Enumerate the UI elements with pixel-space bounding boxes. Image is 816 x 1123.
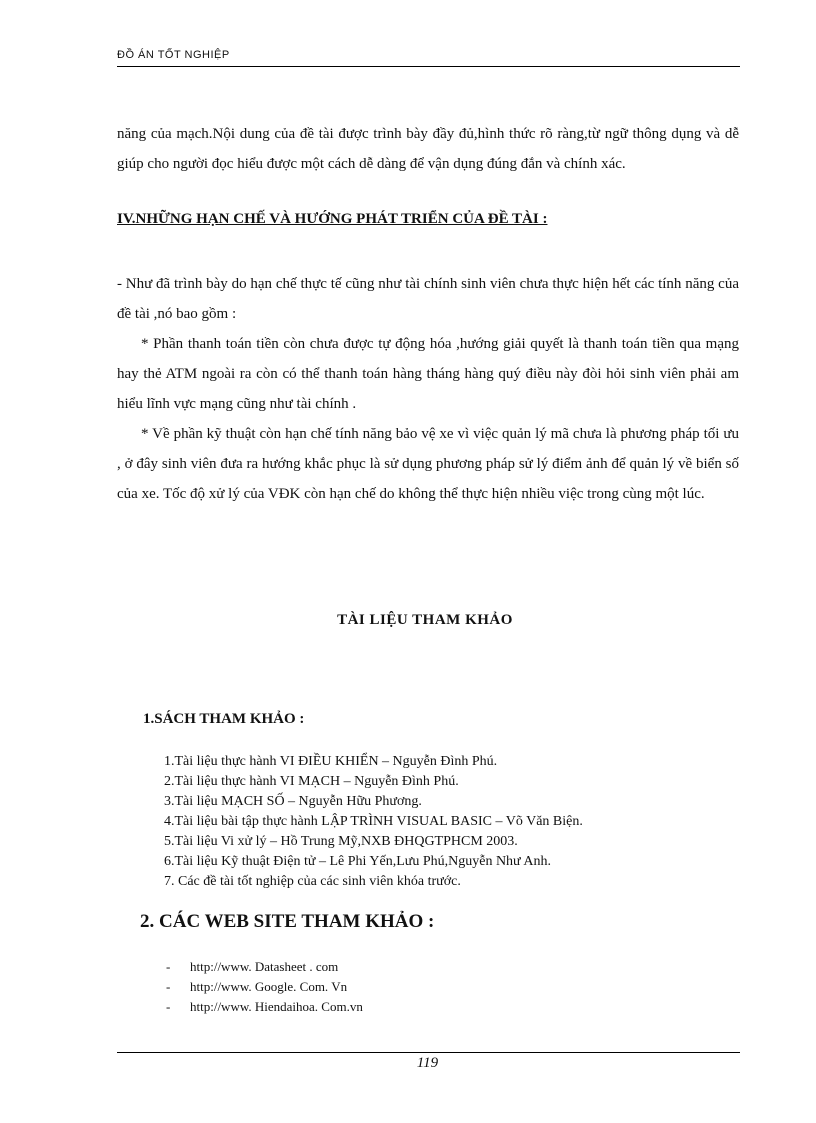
website-item xyxy=(166,997,363,1017)
bullet-dash: - xyxy=(166,999,171,1014)
bullet-dash: - xyxy=(166,979,171,994)
website-item xyxy=(166,957,363,977)
list-item: 3.Tài liệu MẠCH SỐ – Nguyễn Hữu Phương. xyxy=(164,794,422,809)
limitation-point-2: * Về phần kỹ thuật còn hạn chế tính năng bảo vệ xe vì việc quản lý mã chưa là phương pháp tối ưu , ở đây sinh viên đưa ra hướng khắc phục là sử dụng phương pháp sử lý điểm ảnh để quản lý về biển số của xe. Tốc độ xử lý của VĐK còn hạn chế do không thể thực hiện nhiều việc trong cùng một lúc. xyxy=(117,426,739,502)
list-item: 7. Các đề tài tốt nghiệp của các sinh viên khóa trước. xyxy=(164,874,461,889)
list-item: 1.Tài liệu thực hành VI ĐIỀU KHIỂN – Nguyễn Đình Phú. xyxy=(164,754,498,769)
section-iv-heading: IV.NHỮNG HẠN CHẾ VÀ HƯỚNG PHÁT TRIỂN CỦA ĐỀ TÀI : xyxy=(117,211,548,227)
websites-heading: 2. CÁC WEB SITE THAM KHẢO : xyxy=(140,911,435,932)
limitations-intro: - Như đã trình bày do hạn chế thực tế cũng như tài chính sinh viên chưa thực hiện hết các tính năng của đề tài ,nó bao gồm : xyxy=(117,276,739,322)
list-item: 6.Tài liệu Kỹ thuật Điện tử – Lê Phi Yến,Lưu Phú,Nguyễn Như Anh. xyxy=(164,854,551,869)
books-heading: 1.SÁCH THAM KHẢO : xyxy=(143,711,305,727)
website-url: http://www. Google. Com. Vn xyxy=(190,979,348,994)
bullet-dash: - xyxy=(166,959,171,974)
running-header: ĐỒ ÁN TỐT NGHIỆP xyxy=(117,49,230,61)
website-item xyxy=(166,977,363,997)
limitation-point-1: * Phần thanh toán tiền còn chưa được tự động hóa ,hướng giải quyết là thanh toán tiền qua mạng hay thẻ ATM ngoài ra còn có thể thanh toán hàng tháng hàng quý điều này đòi hỏi sinh viên phải am hiểu lĩnh vực mạng cũng như tài chính . xyxy=(117,336,739,412)
list-item: 5.Tài liệu Vi xử lý – Hồ Trung Mỹ,NXB ĐHQGTPHCM 2003. xyxy=(164,834,518,849)
website-url: http://www. Datasheet . com xyxy=(190,959,339,974)
list-item: 2.Tài liệu thực hành VI MẠCH – Nguyễn Đình Phú. xyxy=(164,774,459,789)
list-item: 4.Tài liệu bài tập thực hành LẬP TRÌNH VISUAL BASIC – Võ Văn Biện. xyxy=(164,814,583,829)
intro-paragraph: năng của mạch.Nội dung của đề tài được trình bày đầy đủ,hình thức rõ ràng,từ ngữ thông dụng và dễ giúp cho người đọc hiểu được một cách dễ dàng để vận dụng đúng đắn và chính xác. xyxy=(117,126,739,172)
footer-rule xyxy=(117,1052,740,1053)
header-rule xyxy=(117,66,740,67)
websites-list xyxy=(166,957,363,1017)
page-number: 119 xyxy=(416,1055,439,1071)
books-list xyxy=(164,752,583,892)
references-title: TÀI LIỆU THAM KHẢO xyxy=(337,612,513,628)
website-url: http://www. Hiendaihoa. Com.vn xyxy=(190,999,363,1014)
